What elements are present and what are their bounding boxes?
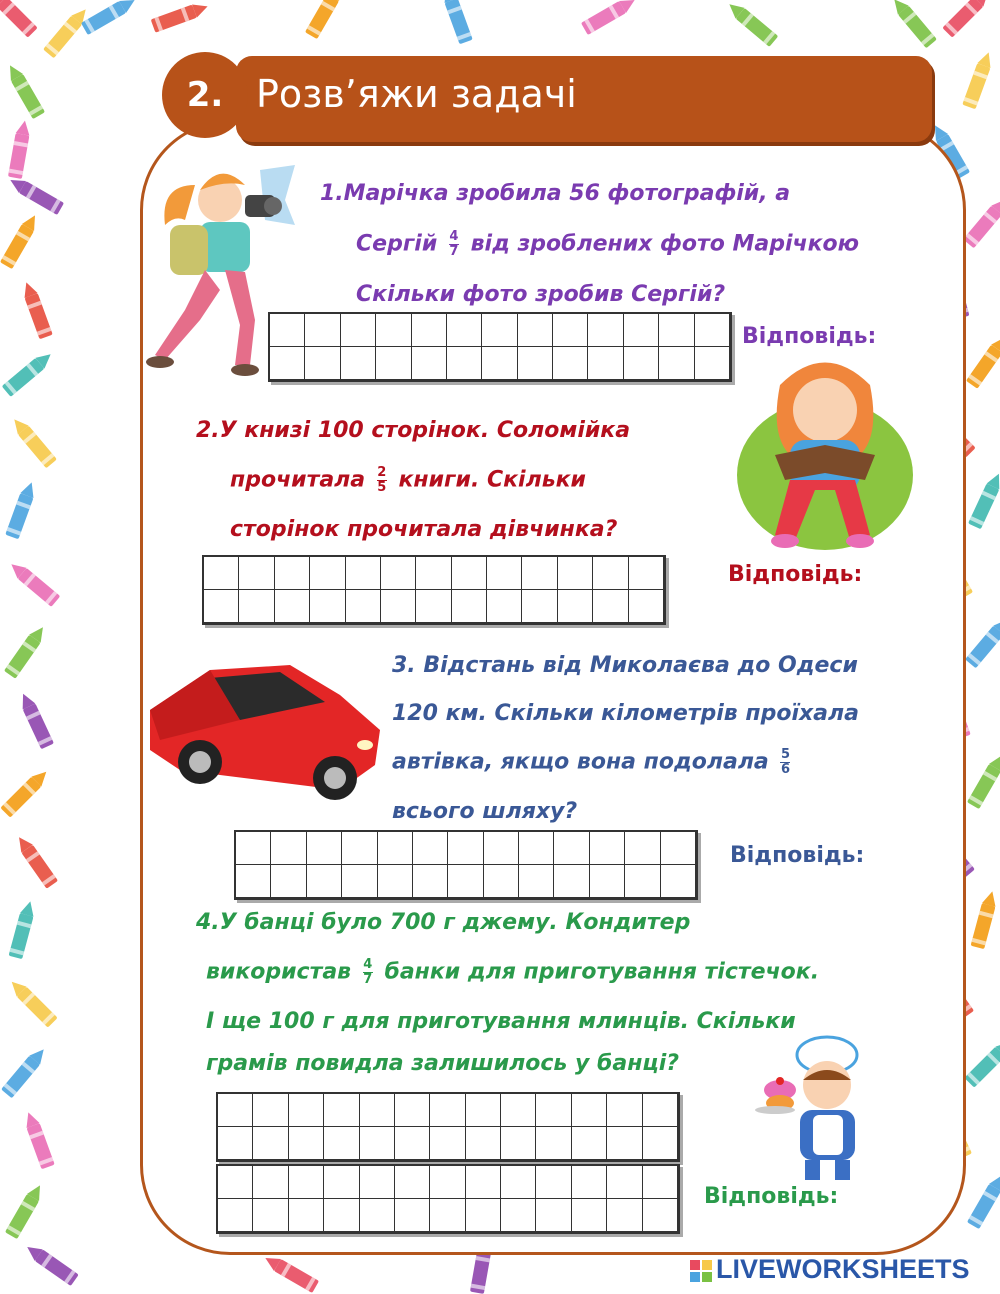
grid-cell[interactable] (204, 557, 239, 590)
task-2-line-1: 2.У книзі 100 сторінок. Соломійка (196, 418, 631, 443)
grid-cell[interactable] (643, 1166, 678, 1199)
grid-cell[interactable] (376, 347, 411, 380)
task-1-line-2 (356, 230, 859, 259)
grid-cell[interactable] (590, 865, 625, 898)
grid-cell[interactable] (629, 557, 664, 590)
grid-cell[interactable] (482, 314, 517, 347)
grid-cell[interactable] (430, 1199, 465, 1232)
grid-cell[interactable] (466, 1166, 501, 1199)
grid-cell[interactable] (218, 1166, 253, 1199)
exercise-number-badge: 2. (162, 52, 248, 138)
grid-cell[interactable] (522, 590, 557, 623)
task-3-line-2: 120 км. Скільки кілометрів проїхала (392, 701, 859, 726)
grid-cell[interactable] (342, 865, 377, 898)
grid-cell[interactable] (310, 557, 345, 590)
grid-cell[interactable] (204, 590, 239, 623)
grid-cell[interactable] (487, 590, 522, 623)
fraction-denominator: 7 (363, 972, 373, 987)
task-4-answer-label: Відповідь: (704, 1184, 839, 1209)
grid-cell[interactable] (239, 557, 274, 590)
fraction-numerator: 2 (377, 465, 387, 480)
grid-cell[interactable] (378, 832, 413, 865)
fraction-numerator: 4 (363, 957, 373, 972)
grid-cell[interactable] (482, 347, 517, 380)
grid-cell[interactable] (307, 832, 342, 865)
grid-cell[interactable] (625, 865, 660, 898)
grid-cell[interactable] (341, 314, 376, 347)
grid-cell[interactable] (360, 1166, 395, 1199)
grid-cell[interactable] (553, 314, 588, 347)
grid-cell[interactable] (289, 1094, 324, 1127)
grid-cell[interactable] (275, 557, 310, 590)
grid-cell[interactable] (447, 314, 482, 347)
grid-cell[interactable] (518, 347, 553, 380)
grid-cell[interactable] (643, 1199, 678, 1232)
grid-cell[interactable] (625, 832, 660, 865)
grid-cell[interactable] (416, 557, 451, 590)
grid-cell[interactable] (324, 1127, 359, 1160)
grid-cell[interactable] (593, 557, 628, 590)
grid-cell[interactable] (590, 832, 625, 865)
grid-cell[interactable] (253, 1127, 288, 1160)
grid-cell[interactable] (501, 1094, 536, 1127)
grid-cell[interactable] (360, 1199, 395, 1232)
grid-cell[interactable] (572, 1127, 607, 1160)
grid-cell[interactable] (536, 1199, 571, 1232)
grid-cell[interactable] (270, 347, 305, 380)
grid-cell[interactable] (253, 1094, 288, 1127)
task-1-line-1: 1.Марічка зробила 56 фотографій, а (320, 181, 791, 206)
grid-cell[interactable] (324, 1199, 359, 1232)
grid-cell[interactable] (307, 865, 342, 898)
grid-cell[interactable] (346, 590, 381, 623)
grid-cell[interactable] (695, 347, 730, 380)
task-1-answer-label: Відповідь: (742, 324, 877, 349)
grid-cell[interactable] (416, 590, 451, 623)
grid-cell[interactable] (305, 347, 340, 380)
grid-cell[interactable] (519, 832, 554, 865)
fraction-denominator: 6 (780, 762, 790, 777)
grid-cell[interactable] (661, 832, 696, 865)
task-3-line-3-text: автівка, якщо вона подолала (392, 749, 769, 775)
grid-cell[interactable] (253, 1199, 288, 1232)
grid-cell[interactable] (289, 1127, 324, 1160)
grid-cell[interactable] (218, 1127, 253, 1160)
task-2-line-2-end: книги. Скільки (398, 467, 586, 493)
grid-cell[interactable] (289, 1166, 324, 1199)
grid-cell[interactable] (305, 314, 340, 347)
grid-cell[interactable] (275, 590, 310, 623)
task-4-line-2-end: банки для приготування тістечок. (384, 959, 820, 985)
chef-boy-icon (755, 1035, 885, 1185)
grid-cell[interactable] (447, 347, 482, 380)
watermark-text: LIVEWORKSHEETS (716, 1254, 970, 1284)
grid-cell[interactable] (430, 1166, 465, 1199)
grid-cell[interactable] (413, 832, 448, 865)
grid-cell[interactable] (536, 1094, 571, 1127)
grid-cell[interactable] (412, 314, 447, 347)
grid-cell[interactable] (289, 1199, 324, 1232)
red-car-icon (140, 650, 390, 805)
task-4-line-2 (206, 958, 819, 987)
grid-cell[interactable] (501, 1166, 536, 1199)
fraction-numerator: 4 (449, 229, 459, 244)
task-4-answer-grid-2[interactable] (216, 1164, 680, 1234)
grid-cell[interactable] (607, 1094, 642, 1127)
grid-cell[interactable] (554, 832, 589, 865)
task-1-answer-grid[interactable] (268, 312, 732, 382)
grid-cell[interactable] (624, 347, 659, 380)
grid-cell[interactable] (466, 1094, 501, 1127)
task-3-line-1: 3. Відстань від Миколаєва до Одеси (392, 653, 858, 678)
grid-cell[interactable] (607, 1166, 642, 1199)
grid-cell[interactable] (341, 347, 376, 380)
grid-cell[interactable] (448, 832, 483, 865)
fraction-numerator: 5 (780, 747, 790, 762)
fraction-denominator: 5 (377, 480, 387, 495)
grid-cell[interactable] (661, 865, 696, 898)
grid-cell[interactable] (342, 832, 377, 865)
grid-cell[interactable] (572, 1094, 607, 1127)
grid-cell[interactable] (659, 314, 694, 347)
grid-cell[interactable] (413, 865, 448, 898)
grid-cell[interactable] (588, 314, 623, 347)
grid-cell[interactable] (412, 347, 447, 380)
grid-cell[interactable] (695, 314, 730, 347)
task-1-fraction (449, 230, 459, 259)
grid-cell[interactable] (501, 1127, 536, 1160)
grid-cell[interactable] (324, 1094, 359, 1127)
fraction-denominator: 7 (449, 244, 459, 259)
task-2-fraction (377, 466, 387, 495)
grid-cell[interactable] (270, 314, 305, 347)
grid-cell[interactable] (487, 557, 522, 590)
grid-cell[interactable] (271, 832, 306, 865)
task-3-answer-grid[interactable] (234, 830, 698, 900)
grid-cell[interactable] (360, 1094, 395, 1127)
grid-cell[interactable] (430, 1127, 465, 1160)
task-2-answer-label: Відповідь: (728, 562, 863, 587)
grid-cell[interactable] (553, 347, 588, 380)
task-1-line-3: Скільки фото зробив Сергій? (356, 282, 726, 307)
task-3-line-3 (392, 748, 794, 777)
grid-cell[interactable] (236, 832, 271, 865)
grid-cell[interactable] (572, 1199, 607, 1232)
grid-cell[interactable] (395, 1166, 430, 1199)
grid-cell[interactable] (452, 557, 487, 590)
grid-cell[interactable] (572, 1166, 607, 1199)
grid-cell[interactable] (376, 314, 411, 347)
grid-cell[interactable] (643, 1127, 678, 1160)
grid-cell[interactable] (239, 590, 274, 623)
girl-reading-icon (735, 355, 915, 555)
task-1-line-2-start: Сергій (356, 231, 438, 257)
grid-cell[interactable] (236, 865, 271, 898)
grid-cell[interactable] (466, 1199, 501, 1232)
grid-cell[interactable] (218, 1094, 253, 1127)
grid-cell[interactable] (310, 590, 345, 623)
task-4-answer-grid-1[interactable] (216, 1092, 680, 1162)
task-2-line-3: сторінок прочитала дівчинка? (230, 517, 618, 542)
task-4-fraction (363, 958, 373, 987)
task-4-line-1: 4.У банці було 700 г джему. Кондитер (196, 910, 691, 935)
grid-cell[interactable] (558, 590, 593, 623)
grid-cell[interactable] (643, 1094, 678, 1127)
grid-cell[interactable] (484, 865, 519, 898)
grid-cell[interactable] (588, 347, 623, 380)
grid-cell[interactable] (607, 1199, 642, 1232)
task-2-line-2 (230, 466, 586, 495)
page-title: Розв’яжи задачі (256, 72, 577, 116)
task-3-line-4: всього шляху? (392, 799, 578, 824)
task-3-answer-label: Відповідь: (730, 843, 865, 868)
grid-cell[interactable] (659, 347, 694, 380)
task-3-fraction (780, 748, 790, 777)
grid-cell[interactable] (629, 590, 664, 623)
task-2-line-2-start: прочитала (230, 467, 366, 493)
grid-cell[interactable] (519, 865, 554, 898)
grid-cell[interactable] (536, 1127, 571, 1160)
grid-cell[interactable] (536, 1166, 571, 1199)
grid-cell[interactable] (346, 557, 381, 590)
grid-cell[interactable] (381, 557, 416, 590)
grid-cell[interactable] (452, 590, 487, 623)
task-1-line-2-end: від зроблених фото Марічкою (470, 231, 860, 257)
grid-cell[interactable] (558, 557, 593, 590)
task-4-line-4: грамів повидла залишилось у банці? (206, 1051, 680, 1076)
grid-cell[interactable] (448, 865, 483, 898)
grid-cell[interactable] (395, 1127, 430, 1160)
task-2-answer-grid[interactable] (202, 555, 666, 625)
grid-cell[interactable] (381, 590, 416, 623)
grid-cell[interactable] (324, 1166, 359, 1199)
grid-cell[interactable] (522, 557, 557, 590)
grid-cell[interactable] (624, 314, 659, 347)
grid-cell[interactable] (218, 1199, 253, 1232)
grid-cell[interactable] (360, 1127, 395, 1160)
task-4-line-3: І ще 100 г для приготування млинців. Скільки (206, 1009, 796, 1034)
task-4-line-2-start: використав (206, 959, 352, 985)
grid-cell[interactable] (554, 865, 589, 898)
grid-cell[interactable] (395, 1199, 430, 1232)
grid-cell[interactable] (484, 832, 519, 865)
grid-cell[interactable] (395, 1094, 430, 1127)
grid-cell[interactable] (593, 590, 628, 623)
liveworksheets-logo-icon (690, 1260, 712, 1282)
grid-cell[interactable] (271, 865, 306, 898)
grid-cell[interactable] (430, 1094, 465, 1127)
grid-cell[interactable] (607, 1127, 642, 1160)
grid-cell[interactable] (518, 314, 553, 347)
grid-cell[interactable] (378, 865, 413, 898)
grid-cell[interactable] (253, 1166, 288, 1199)
grid-cell[interactable] (466, 1127, 501, 1160)
grid-cell[interactable] (501, 1199, 536, 1232)
